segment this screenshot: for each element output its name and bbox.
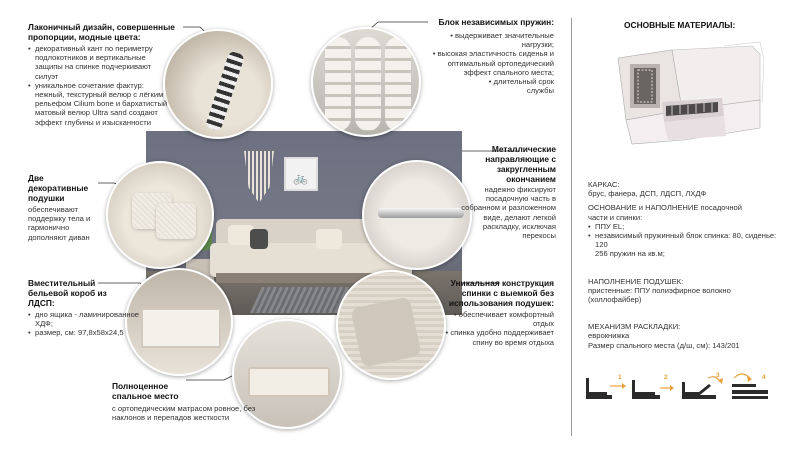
backrest-item: • обеспечивает комфортный отдых <box>438 310 554 328</box>
materials-heading: ОСНОВНЫЕ МАТЕРИАЛЫ: <box>624 20 736 30</box>
springs-feature <box>418 17 554 95</box>
springs-item: • длительный срок службы <box>428 77 554 95</box>
springs-item: • выдерживает значительные нагрузки; <box>428 31 554 49</box>
sofa-interior-photo: 🚲 <box>146 131 462 315</box>
springs-item: • высокая эластичность сиденья и оптимальный ортопедический эффект спального места; <box>428 49 554 77</box>
storage-title: Вместительный бельевой короб из ЛДСП: <box>28 278 107 308</box>
pillows-feature <box>28 173 106 242</box>
design-item: • уникальное сочетание фактур: нежный, текстурный велюр с лёгким рельефом Cilium bone и бархатистый матовый велюр Ultra sand создают эффект глубины и изысканности <box>28 81 174 127</box>
pillows-text: обеспечивают поддержку тела и гармонично дополняют диван <box>28 205 91 242</box>
backrest-item: • спинка удобно поддерживает спину во время отдыха <box>438 328 554 346</box>
backrest-title: Уникальная конструкция спинки с выемкой без использования подушек: <box>448 278 554 308</box>
guides-title: Металлические направляющие с закругленным окончанием <box>485 144 556 184</box>
materials-list <box>588 180 778 350</box>
mechanism-value: еврокнижка <box>588 331 630 341</box>
frame-value: брус, фанера, ДСП, ЛДСП, ЛХДФ <box>588 189 707 199</box>
storage-item: • дно ящика - ламинированное ХДФ; <box>28 310 140 328</box>
storage-item: • размер, см: 97,8х58х24,5 <box>28 328 140 337</box>
guides-text: надежно фиксируют посадочную часть в собранном и разложенном виде, делают легкой раскладку, исключая перекосы <box>461 185 556 241</box>
frame-label: КАРКАС: <box>588 180 620 189</box>
mechanism-label: МЕХАНИЗМ РАСКЛАДКИ: <box>588 322 681 332</box>
mechanism-step-number: 1 <box>618 374 622 381</box>
base-item: • ППУ EL; <box>588 222 778 231</box>
storage-feature <box>28 278 140 338</box>
mechanism-steps <box>582 370 776 410</box>
backrest-detail-circle <box>336 270 446 380</box>
sleeping-text: с ортопедическим матрасом ровное, без наклонов и перепадов жесткости <box>112 404 256 423</box>
vertical-divider <box>571 18 572 436</box>
backrest-feature <box>438 278 554 347</box>
sleeping-size: Размер спального места (д/ш, см): 143/201 <box>588 340 740 350</box>
pillow-fill-label: НАПОЛНЕНИЕ ПОДУШЕК: <box>588 276 684 286</box>
base-item: • независимый пружинный блок спинка: 80, сиденье: 120 <box>588 231 778 249</box>
sleeping-title: Полноценное спальное место <box>112 381 179 401</box>
sleeping-feature <box>112 381 264 422</box>
mechanism-step-number: 3 <box>716 372 720 379</box>
pillow-fill-value: пристенные: ППУ полиэфирное волокно (холлофайбер) <box>588 285 731 305</box>
pillows-detail-circle <box>106 161 214 269</box>
mechanism-step-number: 4 <box>762 374 766 381</box>
design-title: Лаконичный дизайн, совершенные пропорции, модные цвета: <box>28 22 175 42</box>
sofa-cutaway-schema <box>612 40 764 152</box>
storage-detail-circle <box>125 268 233 376</box>
pillows-title: Две декоративные подушки <box>28 173 89 203</box>
mechanism-step-number: 2 <box>664 374 668 381</box>
base-label: ОСНОВАНИЕ и НАПОЛНЕНИЕ посадочной части и спинки: <box>588 203 742 222</box>
springs-detail-circle <box>311 27 421 137</box>
base-extra: 256 пружин на кв.м; <box>595 249 665 259</box>
design-feature <box>28 22 198 127</box>
guides-feature <box>452 144 556 240</box>
design-item: • декоративный кант по периметру подлокотников и вертикальные защипы на спинке подчеркивают силуэт <box>28 44 174 81</box>
springs-title: Блок независимых пружин: <box>438 17 554 27</box>
